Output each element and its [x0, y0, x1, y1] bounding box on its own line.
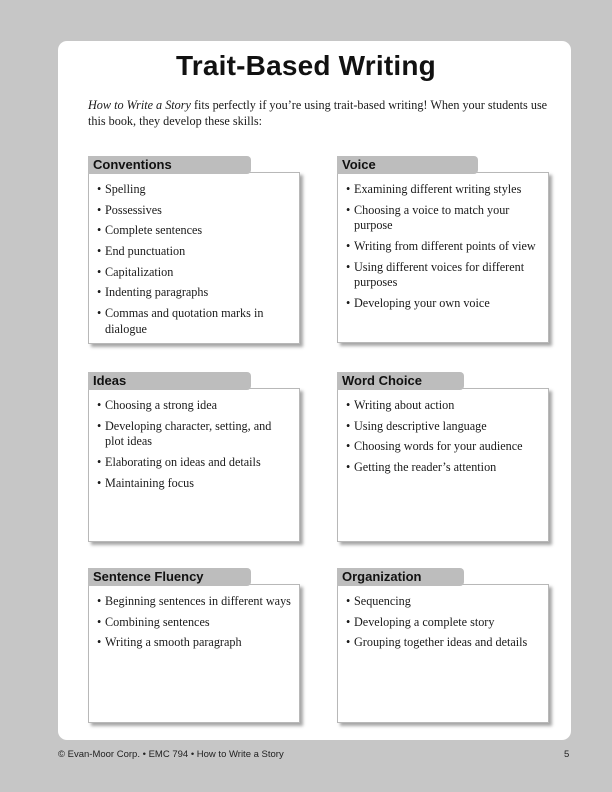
footer-page-number: 5 — [564, 749, 570, 760]
skill-item — [97, 455, 291, 471]
bullet-icon: • — [346, 398, 351, 412]
skill-item — [346, 439, 540, 455]
skill-item — [97, 306, 291, 337]
skill-text: Grouping together ideas and details — [354, 635, 528, 650]
bullet-icon: • — [97, 614, 102, 629]
skill-text: Sequencing — [354, 594, 411, 608]
skill-item — [346, 260, 540, 291]
skill-item — [346, 182, 540, 198]
bullet-icon: • — [97, 594, 102, 608]
skill-text: Choosing a voice to match your purpose — [354, 202, 510, 233]
section-heading: Voice — [337, 156, 478, 174]
skill-text: Choosing words for your audience — [354, 439, 523, 454]
bullet-icon: • — [97, 398, 102, 412]
bullet-icon: • — [97, 264, 102, 279]
skill-item — [97, 635, 291, 651]
skill-item — [346, 239, 540, 255]
skill-text: Using different voices for different purposes — [354, 259, 525, 290]
bullet-icon: • — [346, 635, 351, 650]
skill-text: Writing from different points of view — [354, 238, 536, 253]
skill-item — [97, 285, 291, 301]
skill-item — [346, 594, 540, 610]
skill-text: Commas and quotation marks in dialogue — [105, 306, 264, 336]
skill-text: Writing a smooth paragraph — [105, 635, 242, 650]
skill-item — [346, 635, 540, 651]
bullet-icon: • — [346, 614, 351, 629]
intro-paragraph — [88, 97, 548, 129]
bullet-icon: • — [346, 594, 351, 608]
skill-text: Writing about action — [354, 398, 455, 412]
section-box — [88, 388, 300, 542]
section-box — [337, 388, 549, 542]
section-heading: Sentence Fluency — [88, 568, 251, 586]
footer-credit: © Evan-Moor Corp. • EMC 794 • How to Write a Story — [58, 749, 284, 760]
skill-item — [97, 265, 291, 281]
skill-item — [97, 182, 291, 198]
section-box — [337, 172, 549, 343]
section-heading: Organization — [337, 568, 464, 586]
bullet-icon: • — [97, 285, 102, 300]
skill-item — [97, 419, 291, 450]
intro-book-title: How to Write a Story — [88, 98, 191, 112]
bullet-icon: • — [346, 295, 351, 310]
skills-list — [89, 585, 299, 651]
skill-text: Choosing a strong idea — [105, 398, 218, 412]
bullet-icon: • — [97, 454, 102, 469]
section-box — [88, 172, 300, 344]
skills-list — [338, 585, 548, 651]
bullet-icon: • — [97, 223, 102, 238]
skill-item — [346, 460, 540, 476]
bullet-icon: • — [346, 418, 351, 433]
bullet-icon: • — [346, 460, 351, 475]
section-box — [337, 584, 549, 723]
bullet-icon: • — [97, 635, 102, 650]
skill-item — [97, 594, 291, 610]
bullet-icon: • — [97, 475, 102, 490]
skill-item — [97, 398, 291, 414]
bullet-icon: • — [97, 182, 102, 196]
skill-text: Spelling — [105, 182, 146, 196]
bullet-icon: • — [346, 259, 351, 274]
skill-text: Capitalization — [105, 264, 174, 279]
skills-list — [89, 173, 299, 337]
bullet-icon: • — [97, 306, 102, 321]
skill-text: Combining sentences — [105, 614, 210, 629]
bullet-icon: • — [346, 182, 351, 196]
bullet-icon: • — [346, 202, 351, 217]
section-heading: Word Choice — [337, 372, 464, 390]
section-heading: Conventions — [88, 156, 251, 174]
skill-text: Elaborating on ideas and details — [105, 454, 261, 469]
skill-text: Maintaining focus — [105, 475, 195, 490]
skill-text: Developing a complete story — [354, 614, 495, 629]
skill-text: Using descriptive language — [354, 418, 487, 433]
skill-item — [346, 296, 540, 312]
bullet-icon: • — [97, 202, 102, 217]
skill-text: Developing your own voice — [354, 295, 490, 310]
skill-text: Developing character, setting, and plot ideas — [105, 418, 272, 449]
skill-text: Beginning sentences in different ways — [105, 594, 291, 608]
skills-list — [338, 173, 548, 311]
page-title: Trait-Based Writing — [176, 50, 436, 81]
bullet-icon: • — [346, 238, 351, 253]
skill-item — [346, 203, 540, 234]
bullet-icon: • — [346, 439, 351, 454]
section-box — [88, 584, 300, 723]
skill-text: End punctuation — [105, 244, 186, 259]
skill-item — [346, 615, 540, 631]
skill-item — [346, 398, 540, 414]
skill-item — [97, 223, 291, 239]
skill-text: Examining different writing styles — [354, 182, 522, 196]
skill-text: Possessives — [105, 202, 162, 217]
skill-text: Getting the reader’s attention — [354, 460, 497, 475]
skill-text: Indenting paragraphs — [105, 285, 209, 300]
section-heading: Ideas — [88, 372, 251, 390]
intro-text: fits perfectly if you’re using trait-based writing! When your students use this book, they develop these skills: — [88, 98, 548, 128]
skill-item — [97, 476, 291, 492]
skill-item — [97, 615, 291, 631]
skills-list — [89, 389, 299, 491]
skill-item — [97, 244, 291, 260]
skill-text: Complete sentences — [105, 223, 203, 238]
skills-list — [338, 389, 548, 476]
skill-item — [346, 419, 540, 435]
bullet-icon: • — [97, 418, 102, 433]
bullet-icon: • — [97, 244, 102, 259]
skill-item — [97, 203, 291, 219]
